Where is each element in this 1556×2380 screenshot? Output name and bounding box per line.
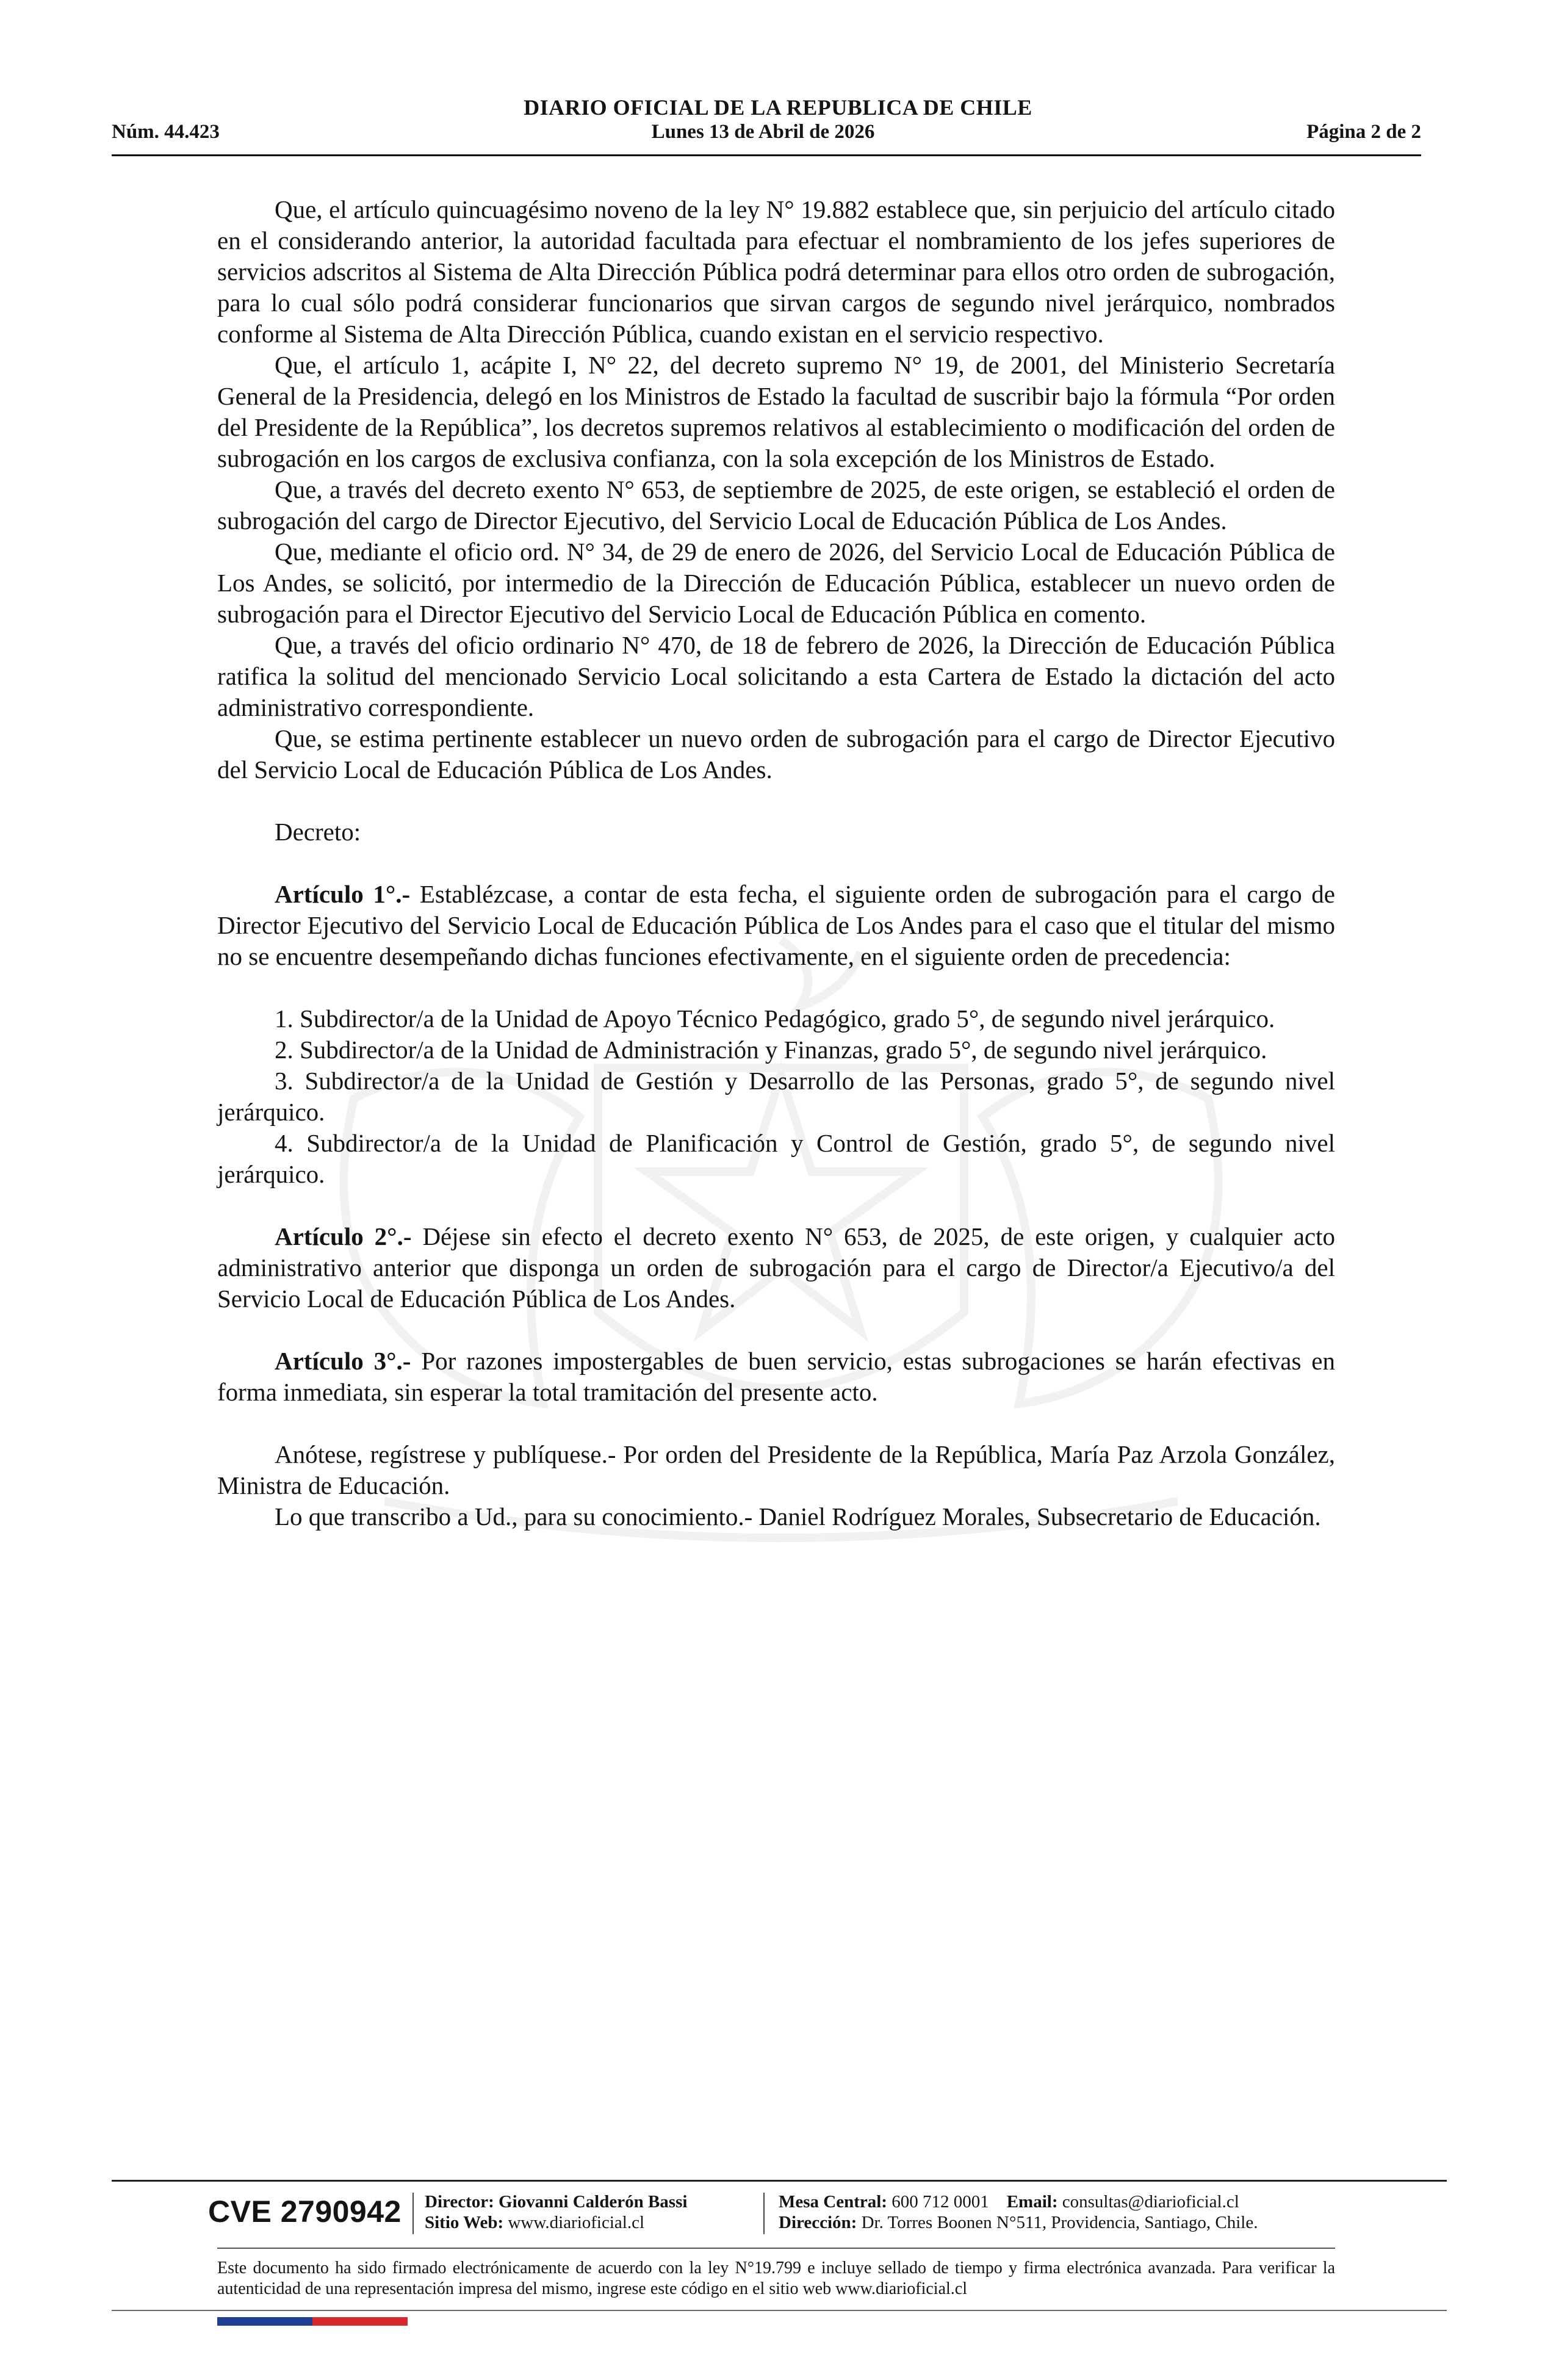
considerando-1: Que, el artículo quincuagésimo noveno de la ley N° 19.882 establece que, sin perjuicio del artículo citado en el considerando anterior, la autoridad facultada para efectuar el nombramiento de los jefes superiores de servicios adscritos al Sistema de Alta Dirección Pública podrá determinar para ellos otro orden de subrogación, para lo cual sólo podrá considerar funcionarios que sirvan cargos de segundo nivel jerárquico, nombrados conforme al Sistema de Alta Dirección Pública, cuando existan en el servicio respectivo. [217,195,1335,348]
decree-body [217,194,1335,1532]
cierre-1: Anótese, regístrese y publíquese.- Por orden del Presidente de la República, María Paz Arzola González, Ministra de Educación. [217,1440,1335,1499]
considerando-5: Que, a través del oficio ordinario N° 470, de 18 de febrero de 2026, la Dirección de Educación Pública ratifica la solitud del mencionado Servicio Local solicitando a esta Cartera de Estado la dictación del acto administrativo correspondiente. [217,631,1335,721]
direccion-label: Dirección: [779,2213,857,2232]
considerando-2: Que, el artículo 1, acápite I, N° 22, del decreto supremo N° 19, de 2001, del Ministerio Secretaría General de la Presidencia, delegó en los Ministros de Estado la facultad de suscribir bajo la fórmula “Por orden del Presidente de la República”, los decretos supremos relativos al establecimiento o modificación del orden de subrogación en los cargos de exclusiva confianza, con la sola excepción de los Ministros de Estado. [217,351,1335,472]
orden-item-2: 2. Subdirector/a de la Unidad de Administración y Finanzas, grado 5°, de segundo nivel jerárquico. [275,1036,1267,1064]
orden-item-1: 1. Subdirector/a de la Unidad de Apoyo Técnico Pedagógico, grado 5°, de segundo nivel jerárquico. [275,1004,1275,1033]
footer-separator [763,2193,765,2234]
signature-note: Este documento ha sido firmado electrónicamente de acuerdo con la ley N°19.799 e incluye sellado de tiempo y firma electrónica avanzada. Para verificar la autenticidad de una representación impresa del mismo, ingrese este código en el sitio web www.diarioficial.cl [217,2259,1335,2298]
director-label: Director: [425,2192,494,2212]
email-link[interactable]: consultas@diarioficial.cl [1062,2192,1239,2212]
orden-item-3: 3. Subdirector/a de la Unidad de Gestión y Desarrollo de las Personas, grado 5°, de segundo nivel jerárquico. [217,1067,1335,1126]
articulo-2-heading: Artículo 2°.- [275,1222,412,1250]
articulo-1-text: Establézcase, a contar de esta fecha, el siguiente orden de subrogación para el cargo de Director Ejecutivo del Servicio Local de Educación Pública de Los Andes para el caso que el titular del mismo no se encuentre desempeñando dichas funciones efectivamente, en el siguiente orden de precedencia: [217,880,1335,970]
publication-title: DIARIO OFICIAL DE LA REPUBLICA DE CHILE [524,95,1032,120]
articulo-1 [217,879,1335,972]
orden-item-4: 4. Subdirector/a de la Unidad de Planificación y Control de Gestión, grado 5°, de segundo nivel jerárquico. [217,1129,1335,1188]
email-label: Email: [1006,2192,1058,2212]
footer-divider-middle [217,2248,1335,2249]
website-link[interactable]: www.diarioficial.cl [508,2213,645,2232]
page-number: Página 2 de 2 [1306,121,1421,143]
header-divider [112,154,1421,156]
footer-divider-top [112,2180,1447,2182]
flag-blue-segment [217,2317,312,2326]
flag-red-segment [312,2317,408,2326]
director-name: Giovanni Calderón Bassi [499,2192,688,2212]
footer-contact-block [779,2191,1258,2233]
footer-divider-bottom [112,2310,1447,2311]
flag-stripe [217,2317,408,2326]
issue-date: Lunes 13 de Abril de 2026 [651,121,875,143]
considerando-6: Que, se estima pertinente establecer un nuevo orden de subrogación para el cargo de Director Ejecutivo del Servicio Local de Educación Pública de Los Andes. [217,724,1335,784]
articulo-3 [217,1346,1335,1408]
footer-separator [412,2193,414,2234]
articulo-2-text: Déjese sin efecto el decreto exento N° 653, de 2025, de este origen, y cualquier acto administrativo anterior que disponga un orden de subrogación para el cargo de Director/a Ejecutivo/a del Servicio Local de Educación Pública de Los Andes. [217,1222,1336,1313]
header-row [112,121,1421,143]
footer-info [112,2189,1447,2238]
articulo-3-text: Por razones impostergables de buen servicio, estas subrogaciones se harán efectivas en forma inmediata, sin esperar la total tramitación del presente acto. [217,1347,1335,1406]
considerando-4: Que, mediante el oficio ord. N° 34, de 29 de enero de 2026, del Servicio Local de Educación Pública de Los Andes, se solicitó, por intermedio de la Dirección de Educación Pública, establecer un nuevo orden de subrogación para el Director Ejecutivo del Servicio Local de Educación Pública en comento. [217,538,1335,628]
mesa-label: Mesa Central: [779,2192,887,2212]
decreto-label: Decreto: [275,818,361,846]
articulo-3-heading: Artículo 3°.- [275,1347,411,1375]
articulo-2 [217,1221,1335,1314]
web-label: Sitio Web: [425,2213,504,2232]
cve-code: CVE 2790942 [208,2194,402,2229]
articulo-1-heading: Artículo 1°.- [275,880,411,908]
issue-number: Núm. 44.423 [112,121,220,143]
footer-director-block [425,2191,687,2233]
direccion-value: Dr. Torres Boonen N°511, Providencia, Santiago, Chile. [861,2213,1258,2232]
considerando-3: Que, a través del decreto exento N° 653, de septiembre de 2025, de este origen, se estableció el orden de subrogación del cargo de Director Ejecutivo, del Servicio Local de Educación Pública de Los Andes. [217,475,1335,535]
cierre-2: Lo que transcribo a Ud., para su conocimiento.- Daniel Rodríguez Morales, Subsecretario de Educación. [275,1502,1321,1531]
mesa-phone: 600 712 0001 [891,2192,989,2212]
